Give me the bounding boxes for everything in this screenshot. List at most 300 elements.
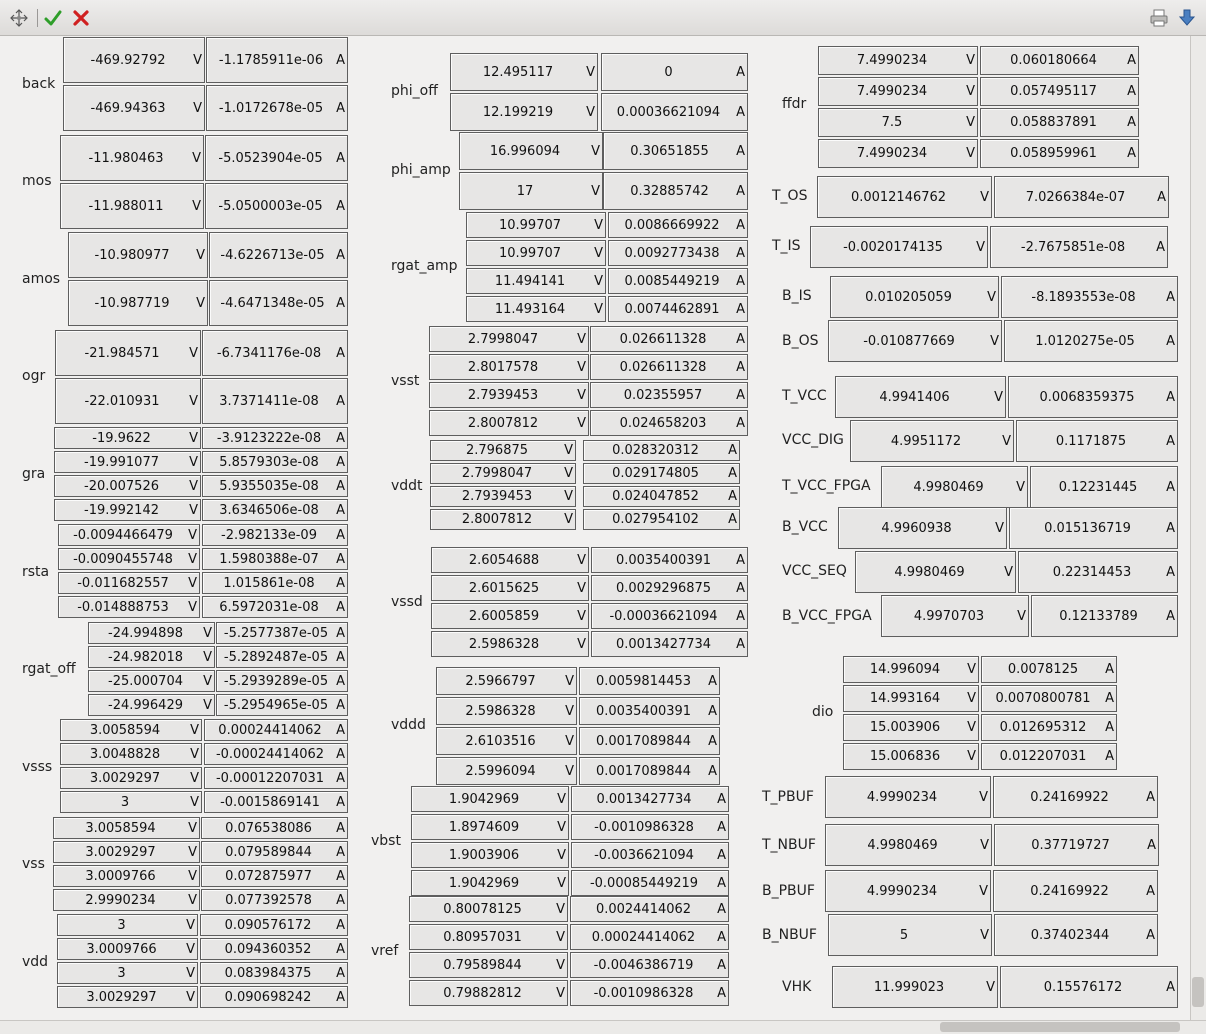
amp-unit-label: A — [336, 454, 345, 470]
voltage-field[interactable] — [411, 842, 569, 868]
current-field[interactable] — [583, 440, 740, 461]
voltage-field[interactable] — [835, 376, 1006, 418]
current-field[interactable] — [202, 499, 348, 521]
amp-unit-label: A — [336, 965, 345, 981]
volt-unit-label: V — [990, 333, 999, 349]
current-field[interactable] — [200, 938, 348, 960]
amp-unit-label: A — [336, 430, 345, 446]
amp-unit-label: A — [1166, 289, 1175, 305]
group-label-gra: gra — [22, 466, 46, 482]
volt-unit-label: V — [564, 443, 573, 458]
voltage-field[interactable] — [466, 240, 606, 266]
current-field[interactable] — [206, 85, 348, 131]
voltage-value: 4.9970703 — [913, 608, 985, 624]
current-field[interactable] — [591, 547, 748, 573]
current-field[interactable] — [603, 132, 748, 170]
current-field[interactable] — [994, 176, 1169, 218]
current-field[interactable] — [209, 280, 348, 326]
current-field[interactable] — [591, 631, 748, 657]
volt-unit-label: V — [557, 791, 566, 807]
voltage-value: 0.79589844 — [443, 957, 522, 973]
voltage-field[interactable] — [430, 440, 576, 461]
voltage-value: 2.5996094 — [465, 763, 536, 779]
voltage-value: -24.996429 — [108, 697, 183, 713]
voltage-value: 0.0012146762 — [850, 189, 947, 205]
amp-unit-label: A — [736, 217, 745, 233]
amp-unit-label: A — [336, 527, 345, 543]
volt-unit-label: V — [967, 720, 976, 735]
current-field[interactable] — [980, 77, 1139, 106]
voltage-field[interactable] — [429, 326, 589, 352]
voltage-field[interactable] — [58, 524, 200, 546]
voltage-field[interactable] — [411, 786, 569, 812]
voltage-field[interactable] — [411, 814, 569, 840]
voltage-field[interactable] — [60, 135, 204, 181]
voltage-field[interactable] — [58, 572, 200, 594]
voltage-value: 2.5966797 — [465, 673, 536, 689]
current-field[interactable] — [201, 841, 348, 863]
current-field[interactable] — [980, 108, 1139, 137]
current-field[interactable] — [202, 451, 348, 473]
voltage-field[interactable] — [429, 382, 589, 408]
current-field[interactable] — [993, 870, 1158, 912]
voltage-field[interactable] — [58, 596, 200, 618]
current-field[interactable] — [1031, 595, 1178, 637]
current-value: 0.090698242 — [224, 989, 312, 1005]
amp-unit-label: A — [1166, 520, 1175, 536]
voltage-field[interactable] — [466, 212, 606, 238]
current-value: 0.24169922 — [1030, 789, 1109, 805]
voltage-field[interactable] — [88, 646, 215, 668]
current-field[interactable] — [202, 330, 348, 376]
amp-unit-label: A — [1127, 115, 1136, 130]
current-field[interactable] — [209, 232, 348, 278]
current-field[interactable] — [1001, 276, 1178, 318]
voltage-value: -25.000704 — [108, 673, 183, 689]
voltage-field[interactable] — [60, 743, 202, 765]
voltage-field[interactable] — [409, 924, 568, 950]
current-field[interactable] — [204, 791, 348, 813]
voltage-field[interactable] — [832, 966, 998, 1008]
voltage-field[interactable] — [850, 420, 1014, 462]
voltage-value: -11.988011 — [88, 198, 164, 214]
volt-unit-label: V — [591, 183, 600, 199]
current-field[interactable] — [590, 326, 748, 352]
current-field[interactable] — [571, 814, 729, 840]
amp-unit-label: A — [717, 847, 726, 863]
group-label-t-vcc-fpga: T_VCC_FPGA — [782, 478, 871, 494]
current-field[interactable] — [608, 296, 748, 322]
current-value: 6.5972031e-08 — [219, 599, 319, 615]
voltage-field[interactable] — [817, 176, 992, 218]
current-field[interactable] — [590, 382, 748, 408]
voltage-field[interactable] — [818, 46, 978, 75]
volt-unit-label: V — [980, 837, 989, 853]
voltage-field[interactable] — [459, 172, 603, 210]
current-field[interactable] — [216, 646, 348, 668]
current-field[interactable] — [1016, 420, 1178, 462]
current-field[interactable] — [583, 509, 740, 530]
amp-unit-label: A — [736, 273, 745, 289]
voltage-value: 7.4990234 — [856, 84, 928, 99]
amp-unit-label: A — [717, 875, 726, 891]
amp-unit-label: A — [717, 819, 726, 835]
current-value: 0.012695312 — [999, 720, 1087, 735]
current-field[interactable] — [608, 240, 748, 266]
current-field[interactable] — [1009, 507, 1178, 549]
voltage-field[interactable] — [60, 767, 202, 789]
voltage-field[interactable] — [53, 865, 200, 887]
voltage-field[interactable] — [88, 670, 215, 692]
current-value: 0.076538086 — [225, 820, 312, 836]
amp-unit-label: A — [736, 359, 745, 375]
volt-unit-label: V — [556, 901, 565, 917]
voltage-field[interactable] — [828, 914, 992, 956]
close-icon[interactable] — [70, 7, 92, 29]
current-field[interactable] — [205, 135, 348, 181]
voltage-field[interactable] — [828, 320, 1002, 362]
voltage-value: 1.9042969 — [448, 875, 520, 891]
volt-unit-label: V — [976, 239, 985, 255]
current-field[interactable] — [201, 865, 348, 887]
current-field[interactable] — [603, 172, 748, 210]
voltage-value: -0.011682557 — [77, 575, 169, 591]
current-field[interactable] — [591, 575, 748, 601]
voltage-field[interactable] — [466, 296, 606, 322]
current-field[interactable] — [205, 183, 348, 229]
current-value: 5.8579303e-08 — [219, 454, 319, 470]
current-field[interactable] — [571, 842, 729, 868]
amp-unit-label: A — [1166, 479, 1175, 495]
voltage-value: 4.9990234 — [866, 789, 938, 805]
volt-unit-label: V — [192, 150, 201, 166]
voltage-field[interactable] — [843, 656, 979, 683]
voltage-field[interactable] — [436, 727, 577, 755]
amp-unit-label: A — [1166, 979, 1175, 995]
group-label-vref: vref — [371, 943, 399, 959]
current-value: 0.090576172 — [224, 917, 312, 933]
voltage-field[interactable] — [68, 280, 208, 326]
current-field[interactable] — [206, 37, 348, 83]
amp-unit-label: A — [708, 733, 717, 749]
amp-unit-label: A — [728, 466, 737, 481]
current-field[interactable] — [601, 53, 748, 91]
volt-unit-label: V — [556, 957, 565, 973]
group-label-b-pbuf: B_PBUF — [762, 883, 815, 899]
current-field[interactable] — [980, 46, 1139, 75]
current-field[interactable] — [570, 952, 729, 978]
volt-unit-label: V — [186, 989, 195, 1005]
current-value: -5.2577387e-05 — [223, 625, 329, 641]
current-field[interactable] — [201, 889, 348, 911]
voltage-field[interactable] — [843, 743, 979, 770]
voltage-field[interactable] — [411, 870, 569, 896]
current-field[interactable] — [202, 378, 348, 424]
current-field[interactable] — [571, 870, 729, 896]
volt-unit-label: V — [565, 733, 574, 749]
group-label-rgat-off: rgat_off — [22, 661, 76, 677]
current-field[interactable] — [1000, 966, 1178, 1008]
current-value: -1.1785911e-06 — [218, 52, 324, 68]
volt-unit-label: V — [186, 941, 195, 957]
current-field[interactable] — [579, 757, 720, 785]
amp-unit-label: A — [708, 673, 717, 689]
current-field[interactable] — [980, 139, 1139, 168]
current-field[interactable] — [202, 572, 348, 594]
voltage-field[interactable] — [409, 896, 568, 922]
voltage-field[interactable] — [58, 548, 200, 570]
current-value: 1.0120275e-05 — [1035, 333, 1135, 349]
current-field[interactable] — [201, 817, 348, 839]
amp-unit-label: A — [336, 868, 345, 884]
current-value: 5.9355035e-08 — [219, 478, 319, 494]
group-label-back: back — [22, 76, 56, 92]
current-field[interactable] — [202, 596, 348, 618]
voltage-field[interactable] — [818, 139, 978, 168]
current-field[interactable] — [1030, 466, 1178, 508]
amp-unit-label: A — [736, 387, 745, 403]
voltage-field[interactable] — [88, 694, 215, 716]
voltage-field[interactable] — [431, 547, 589, 573]
current-field[interactable] — [1004, 320, 1178, 362]
volt-unit-label: V — [577, 580, 586, 596]
printer-icon[interactable] — [1148, 7, 1170, 29]
current-field[interactable] — [994, 824, 1159, 866]
group-label-vsss: vsss — [22, 759, 53, 775]
voltage-value: 2.8007812 — [461, 512, 533, 527]
current-field[interactable] — [591, 603, 748, 629]
voltage-field[interactable] — [54, 499, 201, 521]
current-field[interactable] — [601, 93, 748, 131]
volt-unit-label: V — [594, 301, 603, 317]
current-field[interactable] — [204, 743, 348, 765]
voltage-field[interactable] — [818, 77, 978, 106]
voltage-field[interactable] — [53, 889, 200, 911]
volt-unit-label: V — [564, 466, 573, 481]
voltage-value: 11.494141 — [494, 273, 566, 289]
group-label-vssd: vssd — [391, 594, 423, 610]
current-field[interactable] — [1008, 376, 1178, 418]
voltage-value: 1.8974609 — [448, 819, 520, 835]
voltage-field[interactable] — [830, 276, 999, 318]
current-field[interactable] — [202, 427, 348, 449]
current-field[interactable] — [981, 656, 1117, 683]
voltage-field[interactable] — [55, 330, 201, 376]
move-icon[interactable] — [8, 7, 30, 29]
vertical-scrollbar-thumb[interactable] — [1192, 977, 1204, 1007]
voltage-field[interactable] — [825, 870, 991, 912]
voltage-field[interactable] — [57, 962, 198, 984]
current-field[interactable] — [583, 463, 740, 484]
voltage-value: 2.6015625 — [468, 580, 540, 596]
voltage-value: 15.006836 — [869, 749, 941, 764]
volt-unit-label: V — [986, 979, 995, 995]
voltage-field[interactable] — [436, 757, 577, 785]
amp-unit-label: A — [1127, 84, 1136, 99]
current-value: 0.0029296875 — [615, 580, 712, 596]
voltage-value: -19.992142 — [84, 502, 159, 518]
current-field[interactable] — [981, 743, 1117, 770]
current-field[interactable] — [579, 727, 720, 755]
current-value: 0.30651855 — [630, 143, 709, 159]
group-label-vddd: vddd — [391, 717, 426, 733]
voltage-field[interactable] — [450, 93, 598, 131]
current-field[interactable] — [200, 986, 348, 1008]
current-value: -0.0036621094 — [594, 847, 694, 863]
current-field[interactable] — [570, 924, 729, 950]
voltage-field[interactable] — [409, 952, 568, 978]
current-field[interactable] — [583, 486, 740, 507]
voltage-field[interactable] — [881, 595, 1029, 637]
voltage-value: 3.0029297 — [85, 844, 156, 860]
voltage-field[interactable] — [54, 475, 201, 497]
current-field[interactable] — [571, 786, 729, 812]
current-field[interactable] — [216, 670, 348, 692]
volt-unit-label: V — [557, 875, 566, 891]
amp-unit-label: A — [336, 52, 345, 68]
voltage-field[interactable] — [60, 791, 202, 813]
current-field[interactable] — [579, 697, 720, 725]
horizontal-scrollbar-thumb[interactable] — [940, 1022, 1180, 1032]
voltage-field[interactable] — [431, 631, 589, 657]
voltage-value: -0.0020174135 — [843, 239, 943, 255]
current-field[interactable] — [590, 354, 748, 380]
current-field[interactable] — [1018, 551, 1178, 593]
voltage-field[interactable] — [431, 575, 589, 601]
check-icon[interactable] — [42, 7, 64, 29]
voltage-field[interactable] — [450, 53, 598, 91]
amp-unit-label: A — [336, 100, 345, 116]
group-label-vcc-dig: VCC_DIG — [782, 432, 844, 448]
amp-unit-label: A — [1105, 662, 1114, 677]
current-field[interactable] — [570, 896, 729, 922]
voltage-field[interactable] — [838, 507, 1007, 549]
current-field[interactable] — [216, 694, 348, 716]
current-value: 0.0035400391 — [595, 703, 692, 719]
amp-unit-label: A — [336, 746, 345, 762]
voltage-field[interactable] — [63, 37, 205, 83]
vertical-scrollbar[interactable] — [1190, 36, 1206, 1020]
amp-unit-label: A — [336, 989, 345, 1005]
current-field[interactable] — [994, 914, 1158, 956]
voltage-field[interactable] — [55, 378, 201, 424]
current-field[interactable] — [204, 767, 348, 789]
current-field[interactable] — [590, 410, 748, 436]
volt-unit-label: V — [980, 927, 989, 943]
current-value: 0.24169922 — [1030, 883, 1109, 899]
voltage-field[interactable] — [436, 667, 577, 695]
volt-unit-label: V — [188, 820, 197, 836]
current-value: -1.0172678e-05 — [218, 100, 324, 116]
current-value: 0.015136719 — [1044, 520, 1131, 536]
current-value: -0.0046386719 — [593, 957, 694, 973]
voltage-field[interactable] — [466, 268, 606, 294]
amp-unit-label: A — [336, 575, 345, 591]
voltage-field[interactable] — [881, 466, 1028, 508]
current-field[interactable] — [204, 719, 348, 741]
voltage-field[interactable] — [818, 108, 978, 137]
volt-unit-label: V — [557, 819, 566, 835]
amp-unit-label: A — [728, 489, 737, 504]
voltage-field[interactable] — [54, 427, 201, 449]
voltage-value: 3.0029297 — [86, 989, 157, 1005]
amp-unit-label: A — [717, 929, 726, 945]
voltage-field[interactable] — [430, 463, 576, 484]
current-field[interactable] — [202, 475, 348, 497]
voltage-field[interactable] — [63, 85, 205, 131]
current-field[interactable] — [993, 776, 1158, 818]
voltage-field[interactable] — [57, 986, 198, 1008]
voltage-field[interactable] — [429, 354, 589, 380]
voltage-value: 2.6054688 — [468, 552, 540, 568]
volt-unit-label: V — [979, 883, 988, 899]
current-value: 0.079589844 — [225, 844, 312, 860]
voltage-field[interactable] — [436, 697, 577, 725]
volt-unit-label: V — [995, 520, 1004, 536]
current-value: 0.15576172 — [1043, 979, 1123, 995]
voltage-value: -19.9622 — [92, 430, 151, 446]
amp-unit-label: A — [736, 183, 745, 199]
voltage-field[interactable] — [409, 980, 568, 1006]
current-field[interactable] — [200, 914, 348, 936]
voltage-field[interactable] — [459, 132, 603, 170]
voltage-value: 7.4990234 — [856, 53, 928, 68]
current-field[interactable] — [200, 962, 348, 984]
download-icon[interactable] — [1176, 7, 1198, 29]
volt-unit-label: V — [966, 115, 975, 130]
voltage-field[interactable] — [60, 719, 202, 741]
voltage-field[interactable] — [431, 603, 589, 629]
current-field[interactable] — [202, 524, 348, 546]
voltage-field[interactable] — [68, 232, 208, 278]
voltage-field[interactable] — [60, 183, 204, 229]
current-field[interactable] — [990, 226, 1168, 268]
voltage-field[interactable] — [843, 685, 979, 712]
voltage-value: 10.99707 — [498, 245, 562, 261]
volt-unit-label: V — [186, 965, 195, 981]
voltage-field[interactable] — [54, 451, 201, 473]
voltage-field[interactable] — [53, 841, 200, 863]
voltage-field[interactable] — [57, 938, 198, 960]
current-field[interactable] — [608, 268, 748, 294]
current-field[interactable] — [981, 685, 1117, 712]
current-field[interactable] — [981, 714, 1117, 741]
current-value: 0 — [664, 64, 673, 80]
amp-unit-label: A — [1105, 749, 1114, 764]
voltage-field[interactable] — [810, 226, 988, 268]
volt-unit-label: V — [557, 847, 566, 863]
current-value: -0.00085449219 — [589, 875, 699, 891]
current-field[interactable] — [570, 980, 729, 1006]
voltage-field[interactable] — [53, 817, 200, 839]
current-field[interactable] — [608, 212, 748, 238]
voltage-field[interactable] — [430, 486, 576, 507]
voltage-field[interactable] — [825, 776, 991, 818]
current-value: 0.012207031 — [999, 749, 1087, 764]
current-field[interactable] — [216, 622, 348, 644]
voltage-field[interactable] — [825, 824, 992, 866]
current-field[interactable] — [202, 548, 348, 570]
voltage-field[interactable] — [843, 714, 979, 741]
voltage-field[interactable] — [855, 551, 1016, 593]
voltage-field[interactable] — [57, 914, 198, 936]
voltage-field[interactable] — [429, 410, 589, 436]
amp-unit-label: A — [336, 673, 345, 689]
amp-unit-label: A — [336, 722, 345, 738]
current-field[interactable] — [579, 667, 720, 695]
voltage-field[interactable] — [88, 622, 215, 644]
voltage-field[interactable] — [430, 509, 576, 530]
